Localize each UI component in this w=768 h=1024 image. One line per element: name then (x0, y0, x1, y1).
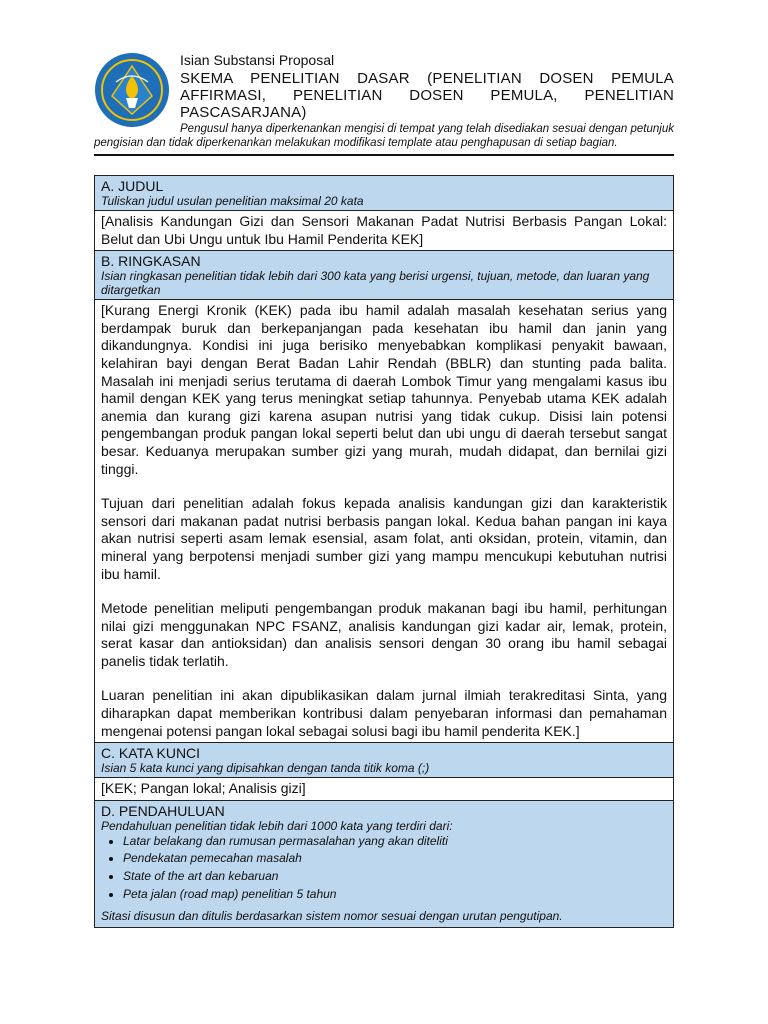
section-ringkasan-header (95, 251, 673, 300)
judul-text: [Analisis Kandungan Gizi dan Sensori Makanan Padat Nutrisi Berbasis Pangan Lokal: Belut dan Ubi Ungu untuk Ibu Hamil Penderita KEK] (101, 213, 667, 247)
section-instruction: Isian 5 kata kunci yang dipisahkan dengan tanda titik koma (;) (101, 761, 430, 776)
list-item: • State of the art dan kebaruan (123, 868, 667, 886)
section-title: D. PENDAHULUAN (101, 802, 225, 819)
tut-wuri-handayani-logo (94, 52, 170, 128)
keywords-text: [KEK; Pangan lokal; Analisis gizi] (101, 780, 306, 797)
header-divider (94, 154, 674, 156)
list-item: • Latar belakang dan rumusan permasalahan yang akan diteliti (123, 833, 667, 851)
section-kata-kunci-header (95, 743, 673, 778)
ringkasan-paragraph: Luaran penelitian ini akan dipublikasikan dalam jurnal ilmiah terakreditasi Sinta, yang diharapkan dapat memberikan kontribusi dalam penyebaran informasi dan pemahaman mengenai potensi pangan lokal sebagai solusi bagi ibu hamil penderita KEK.] (101, 687, 667, 739)
ringkasan-paragraph: [Kurang Energi Kronik (KEK) pada ibu hamil adalah masalah kesehatan serius yang berdampak buruk dan berkepanjangan pada kesehatan ibu hamil dan janin yang dikandungnya. Kondisi ini juga berisiko menyebabkan komplikasi penyakit bawaan, kelahiran bayi dengan Berat Badan Lahir Rendah (BBLR) dan stunting pada balita. Masalah ini menjadi serius terutama di daerah Lombok Timur yang mengalami kasus ibu hamil dengan KEK yang terus meningkat setiap tahunnya. Penyebab utama KEK adalah anemia dan kurang gizi karena asupan nutrisi yang tidak cukup. Disisi lain potensi pengembangan produk pangan lokal seperti belut dan ubi ungu di daerah tersebut sangat besar. Keduanya merupakan sumber gizi yang murah, mudah didapat, dan bernilai gizi tinggi. (101, 302, 667, 477)
section-judul-content[interactable] (95, 211, 673, 251)
section-instruction: Isian ringkasan penelitian tidak lebih dari 300 kata yang berisi urgensi, tujuan, metode, dan luaran yang ditargetkan (101, 269, 650, 298)
ringkasan-paragraph: Tujuan dari penelitian adalah fokus kepada analisis kandungan gizi dan karakteristik sensori dari makanan padat nutrisi berbasis pangan lokal. Kedua bahan pangan ini kaya akan nutrisi seperti asam lemak esensial, asam folat, anti oksidan, protein, vitamin, dan mineral yang berpotensi menjadi sumber gizi yang mampu mencukupi kebutuhan nutrisi ibu hamil. (101, 495, 667, 582)
pendahuluan-list (101, 833, 667, 903)
proposal-form (94, 175, 674, 928)
section-judul-header (95, 176, 673, 211)
instruction-note: Pengusul hanya diperkenankan mengisi di tempat yang telah disediakan sesuai dengan petunjuk pengisian dan tidak diperkenankan melakukan modifikasi template atau penghapusan di setiap bagian. (94, 123, 674, 149)
ringkasan-paragraph: Metode penelitian meliputi pengembangan produk makanan bagi ibu hamil, perhitungan nilai gizi menggunakan NPC FSANZ, analisis kandungan gizi kadar air, lemak, protein, serat kasar dan antioksidan) dan analisis sensori dengan 30 orang ibu hamil sebagai panelis tidak terlatih. (101, 600, 667, 669)
list-item: • Peta jalan (road map) penelitian 5 tahun (123, 886, 667, 904)
section-title: B. RINGKASAN (101, 253, 201, 270)
section-title: C. KATA KUNCI (101, 745, 201, 762)
section-kata-kunci-content[interactable] (95, 778, 673, 801)
citation-note: Sitasi disusun dan ditulis berdasarkan sistem nomor sesuai dengan urutan pengutipan. (101, 909, 563, 924)
section-instruction: Tuliskan judul usulan penelitian maksimal 20 kata (101, 194, 364, 208)
section-instruction: Pendahuluan penelitian tidak lebih dari 1000 kata yang terdiri dari: (101, 818, 453, 833)
proposal-label: Isian Substansi Proposal (180, 52, 335, 68)
section-ringkasan-content[interactable] (95, 300, 673, 743)
section-pendahuluan-header (95, 801, 673, 927)
section-title: A. JUDUL (101, 178, 164, 194)
scheme-title: SKEMA PENELITIAN DASAR (PENELITIAN DOSEN PEMULA AFFIRMASI, PENELITIAN DOSEN PEMULA, PENELITIAN PASCASARJANA) (180, 70, 674, 121)
list-item: • Pendekatan pemecahan masalah (123, 850, 667, 868)
